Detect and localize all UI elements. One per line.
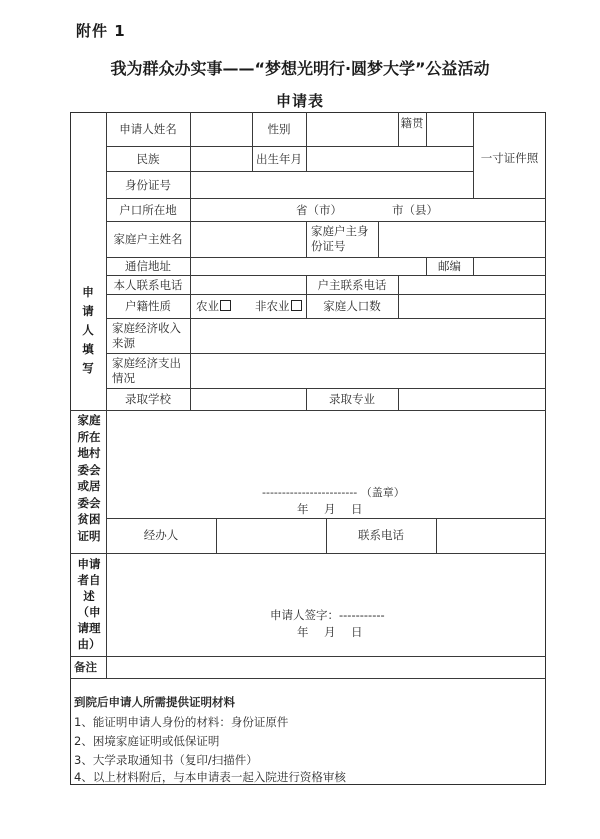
- notes-title: 到院后申请人所需提供证明材料: [74, 695, 235, 709]
- section-statement: 申请者自述（申请理由）: [77, 557, 101, 651]
- seal-date: 年 月 日: [297, 502, 365, 516]
- label-contact-phone: 联系电话: [358, 528, 404, 542]
- label-photo: 一寸证件照: [480, 151, 539, 165]
- label-applicant-name: 申请人姓名: [119, 122, 177, 136]
- section-applicant: 申请人填写: [82, 285, 94, 375]
- note-item: 1、能证明申请人身份的材料：身份证原件: [74, 715, 289, 729]
- nonagri-option[interactable]: 非农业: [255, 299, 302, 313]
- agri-option[interactable]: 农业: [196, 299, 231, 313]
- agri-checkbox[interactable]: [220, 300, 231, 311]
- nonagri-checkbox[interactable]: [291, 300, 302, 311]
- label-province: 省（市）: [296, 203, 342, 217]
- label-hukou-type: 户籍性质: [125, 299, 171, 313]
- label-hukou-location: 户口所在地: [119, 203, 177, 217]
- attachment-label: 附件 1: [76, 22, 126, 40]
- signature-line: 申请人签字：-----------: [270, 608, 385, 622]
- note-item: 4、以上材料附后，与本申请表一起入院进行资格审核: [74, 770, 346, 784]
- label-remarks: 备注: [74, 660, 97, 674]
- label-householder-name: 家庭户主姓名: [113, 232, 183, 246]
- label-city: 市（县）: [392, 203, 438, 217]
- label-ethnicity: 民族: [136, 152, 160, 166]
- label-phone: 本人联系电话: [113, 278, 183, 292]
- label-householder-phone: 户主联系电话: [317, 278, 387, 292]
- label-school: 录取学校: [125, 392, 171, 406]
- label-birth-date: 出生年月: [256, 152, 302, 166]
- label-id-number: 身份证号: [125, 178, 171, 192]
- label-address: 通信地址: [125, 259, 171, 273]
- note-item: 3、大学录取通知书（复印/扫描件）: [74, 753, 258, 767]
- label-postcode: 邮编: [438, 259, 461, 273]
- label-family-size: 家庭人口数: [323, 299, 381, 313]
- label-expense: 家庭经济支出情况: [112, 356, 181, 385]
- label-householder-id: 家庭户主身份证号: [311, 224, 369, 253]
- form-title: 我为群众办实事——“梦想光明行·圆梦大学”公益活动: [110, 59, 490, 78]
- seal-line: ------------------------ （盖章）: [262, 486, 405, 499]
- label-major: 录取专业: [329, 392, 375, 406]
- label-gender: 性别: [267, 122, 291, 136]
- label-native-place: 籍贯: [400, 116, 424, 130]
- note-item: 2、困境家庭证明或低保证明: [74, 734, 220, 748]
- section-village: 家庭所在地村委会或居委会贫困证明: [77, 413, 101, 543]
- form-subtitle: 申请表: [275, 92, 324, 110]
- label-income-source: 家庭经济收入来源: [112, 321, 181, 350]
- signature-date: 年 月 日: [297, 625, 365, 639]
- label-handler: 经办人: [143, 528, 179, 542]
